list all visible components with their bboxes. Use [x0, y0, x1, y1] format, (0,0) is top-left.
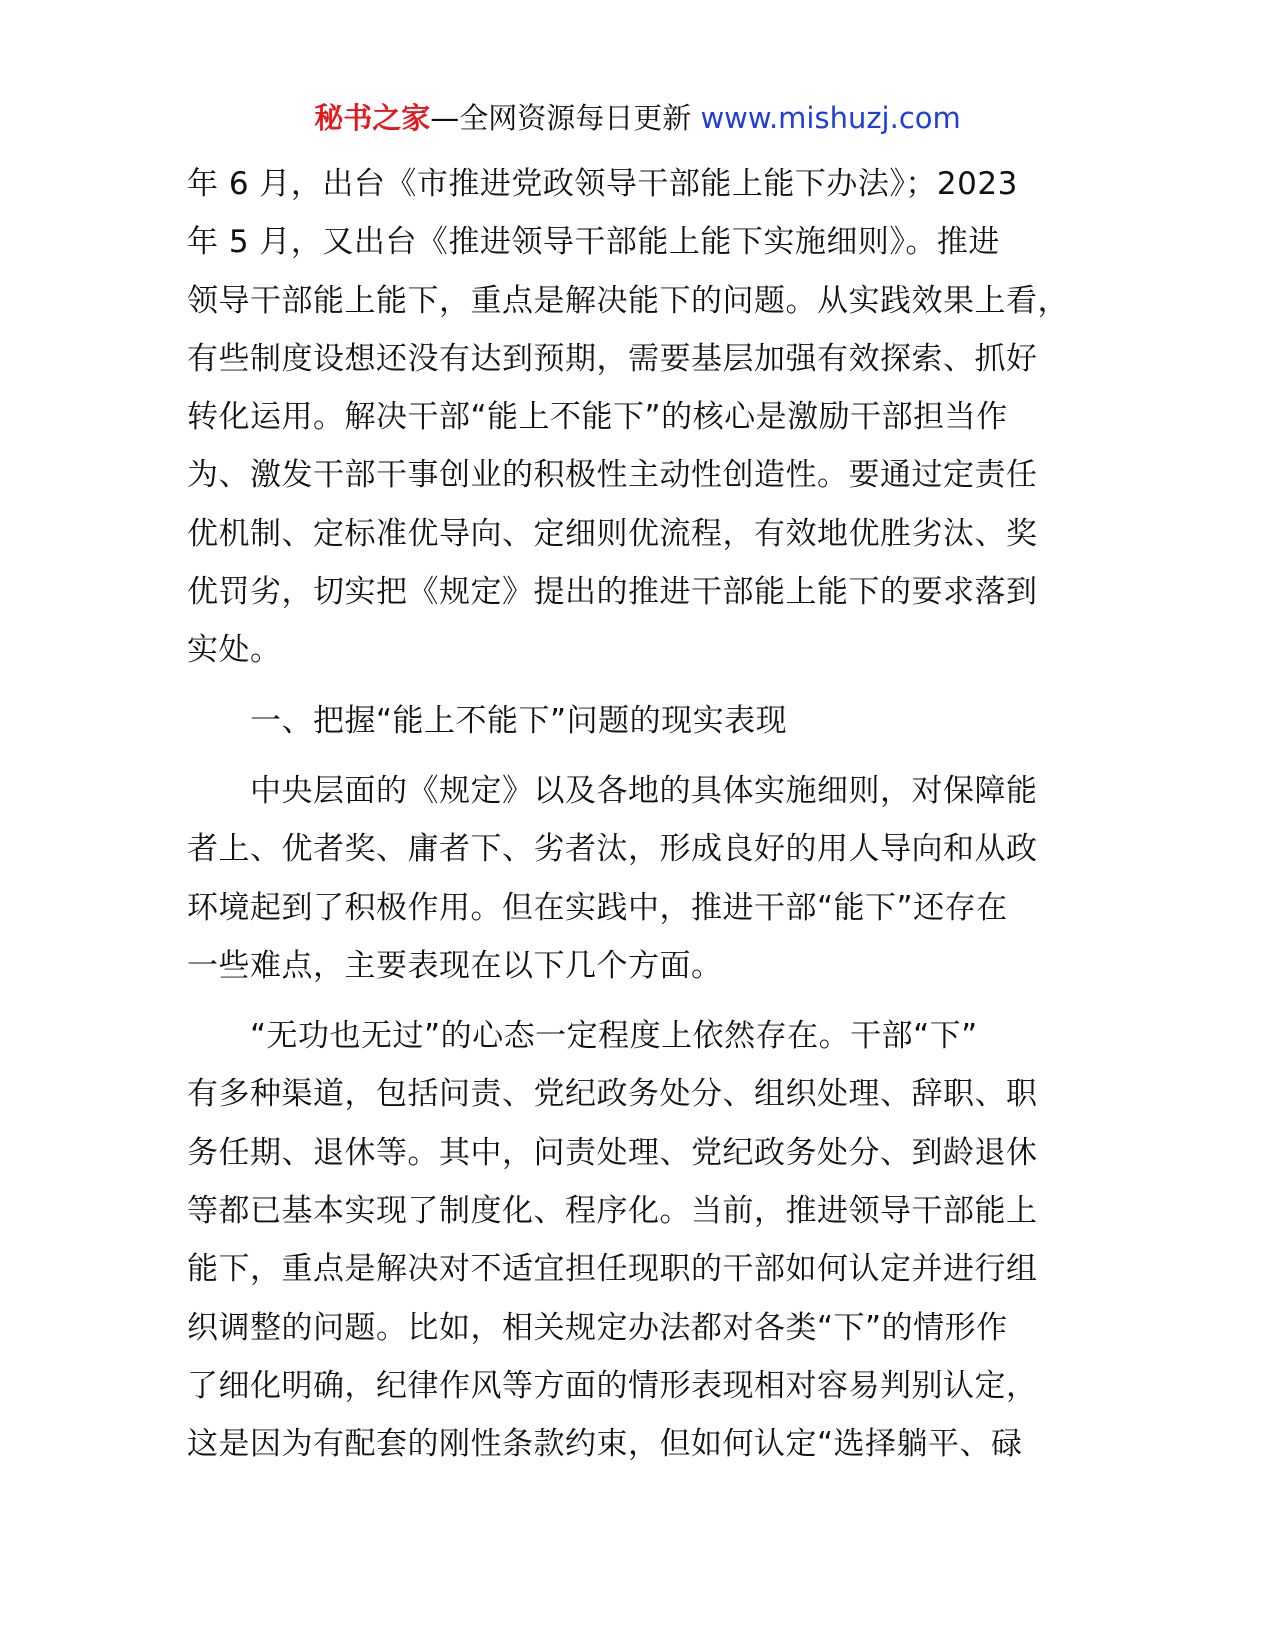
text-line: 领导干部能上能下，重点是解决能下的问题。从实践效果上看，: [187, 282, 1069, 319]
site-url-link[interactable]: www.mishuzj.com: [700, 101, 961, 135]
paragraph-spacer: [187, 995, 1097, 1007]
header-tagline: —全网资源每日更新: [430, 101, 692, 135]
text-line: 中央层面的《规定》以及各地的具体实施细则，对保障能: [187, 772, 1038, 809]
text-line: 实处。: [187, 632, 282, 669]
text-line: 优机制、定标准优导向、定细则优流程，有效地优胜劣汰、奖: [187, 515, 1038, 552]
paragraph: [187, 762, 1097, 995]
text-line: 等都已基本实现了制度化、程序化。当前，推进领导干部能上: [187, 1193, 1038, 1230]
section-heading: [187, 692, 1097, 750]
text-line: 了细化明确，纪律作风等方面的情形表现相对容易判别认定，: [187, 1367, 1038, 1404]
text-line: 转化运用。解决干部“能上不能下”的核心是激励干部担当作: [187, 399, 1008, 436]
paragraph-spacer: [187, 680, 1097, 692]
text-line: “无功也无过”的心态一定程度上依然存在。干部“下”: [187, 1018, 978, 1055]
text-line: 优罚劣，切实把《规定》提出的推进干部能上能下的要求落到: [187, 574, 1038, 611]
heading-line: 一、把握“能上不能下”问题的现实表现: [187, 702, 788, 739]
text-line: 有多种渠道，包括问责、党纪政务处分、组织处理、辞职、职: [187, 1076, 1038, 1113]
text-line: 务任期、退休等。其中，问责处理、党纪政务处分、到龄退休: [187, 1134, 1038, 1171]
site-header: [0, 98, 1275, 138]
text-line: 这是因为有配套的刚性条款约束，但如何认定“选择躺平、碌: [187, 1426, 1023, 1463]
text-line: 能下，重点是解决对不适宜担任现职的干部如何认定并进行组: [187, 1251, 1038, 1288]
text-line: 者上、优者奖、庸者下、劣者汰，形成良好的用人导向和从政: [187, 831, 1038, 868]
text-line: 织调整的问题。比如，相关规定办法都对各类“下”的情形作: [187, 1309, 1008, 1346]
text-line: 有些制度设想还没有达到预期，需要基层加强有效探索、抓好: [187, 340, 1038, 377]
document-body: [187, 155, 1097, 1474]
paragraph: [187, 155, 1097, 680]
paragraph-spacer: [187, 750, 1097, 762]
text-line: 年 6 月，出台《市推进党政领导干部能上能下办法》；2023: [187, 166, 1018, 202]
text-line: 为、激发干部干事创业的积极性主动性创造性。要通过定责任: [187, 457, 1038, 494]
text-line: 年 5 月，又出台《推进领导干部能上能下实施细则》。推进: [187, 224, 1000, 261]
text-line: 一些难点，主要表现在以下几个方面。: [187, 947, 723, 984]
paragraph: [187, 1007, 1097, 1473]
text-line: 环境起到了积极作用。但在实践中，推进干部“能下”还存在: [187, 889, 1008, 926]
brand-name: 秘书之家: [314, 101, 431, 135]
